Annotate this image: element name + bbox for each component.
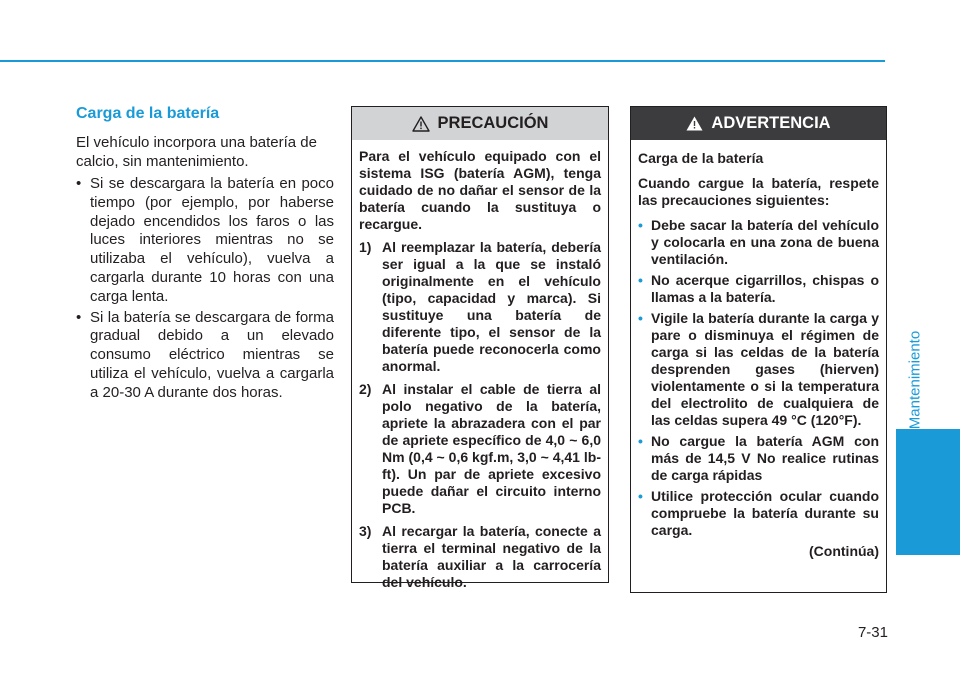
list-item [638, 488, 879, 539]
list-item [638, 310, 879, 429]
bullet-icon: • [638, 310, 643, 326]
caution-box [351, 106, 609, 590]
list-item [359, 239, 601, 375]
continues-label: (Continúa) [809, 543, 879, 559]
list-item-number: 3) [359, 523, 372, 539]
warning-header [631, 107, 886, 140]
bullet-icon: • [76, 175, 82, 192]
warning-list [638, 217, 879, 539]
list-item [359, 523, 601, 591]
list-item [638, 272, 879, 306]
list-item-text: Si se descargara la batería en poco tiempo (por ejemplo, por haberse dejado encendidos los faros o las luces interiores mientras no se utilizaba el vehículo), vuelva a cargarla durante 10 horas con una carga lenta. [90, 175, 334, 305]
side-tab-label [893, 330, 937, 430]
list-item-text: Al reemplazar la batería, debería ser igual a la que se instaló originalmente en el vehículo (tipo, capacidad y marca). Si sustituye una batería de diferente tipo, el sensor de la batería puede reconocerla como anormal. [382, 239, 601, 374]
section-intro: El vehículo incorpora una batería de calcio, sin mantenimiento. [76, 134, 317, 170]
warning-title: ADVERTENCIA [711, 114, 831, 132]
side-tab-text: Mantenimiento [906, 330, 924, 430]
list-item-text: Si la batería se descargara de forma gradual debido a un elevado consumo eléctrico mientras se utiliza el vehículo, vuelva a cargarla a 20-30 A durante dos horas. [90, 308, 334, 401]
caution-intro: Para el vehículo equipado con el sistema ISG (batería AGM), tenga cuidado de no dañar el sensor de la batería cuando la sustituya o recargue. [359, 148, 601, 232]
list-item-text: Vigile la batería durante la carga y pare o disminuya el régimen de carga si las celdas de la batería desprenden gases (hierven) violentamente o si la temperatura del electrolito de cualquiera de las celdas supera 49 °C (120°F). [651, 310, 879, 428]
list-item-number: 2) [359, 381, 372, 397]
battery-charge-section [76, 105, 334, 405]
list-item-text: No cargue la batería AGM con más de 14,5 V No realice rutinas de carga rápidas [651, 433, 879, 483]
list-item [359, 381, 601, 517]
list-item [638, 217, 879, 268]
warning-triangle-filled-icon [686, 116, 703, 131]
list-item-number: 1) [359, 239, 372, 255]
section-heading: Carga de la batería [76, 105, 220, 122]
list-item-text: Utilice protección ocular cuando compruebe la batería durante su carga. [651, 488, 879, 538]
warning-box [630, 106, 887, 593]
warning-triangle-icon [412, 116, 430, 132]
list-item-text: Al recargar la batería, conecte a tierra el terminal negativo de la batería auxiliar a la carrocería del vehículo. [382, 523, 601, 590]
warning-body [631, 140, 886, 568]
warning-subtitle: Carga de la batería [638, 150, 764, 166]
caution-header [352, 107, 608, 140]
list-item-text: Al instalar el cable de tierra al polo negativo de la batería, apriete la abrazadera con el par de apriete específico de 4,0 ~ 6,0 Nm (0,4 ~ 0,6 kgf.m, 3,0 ~ 4,41 lb-ft). Un par de apriete excesivo puede dañar el circuito interno PCB. [382, 381, 601, 516]
bullet-icon: • [638, 272, 643, 288]
list-item-text: Debe sacar la batería del vehículo y colocarla en una zona de buena ventilación. [651, 217, 879, 267]
section-bullet-list [76, 175, 334, 403]
warning-intro: Cuando cargue la batería, respete las precauciones siguientes: [638, 175, 879, 208]
top-rule [0, 60, 885, 62]
bullet-icon: • [638, 217, 643, 233]
list-item [76, 175, 334, 307]
page-number: 7-31 [857, 624, 888, 641]
list-item-text: No acerque cigarrillos, chispas o llamas a la batería. [651, 272, 879, 305]
caution-body [352, 140, 608, 605]
bullet-icon: • [638, 433, 643, 449]
caution-title: PRECAUCIÓN [437, 114, 549, 132]
caution-list [359, 239, 601, 591]
list-item [76, 309, 334, 403]
bullet-icon: • [638, 488, 643, 504]
list-item [638, 433, 879, 484]
bullet-icon: • [76, 308, 82, 326]
side-tab [896, 429, 960, 555]
